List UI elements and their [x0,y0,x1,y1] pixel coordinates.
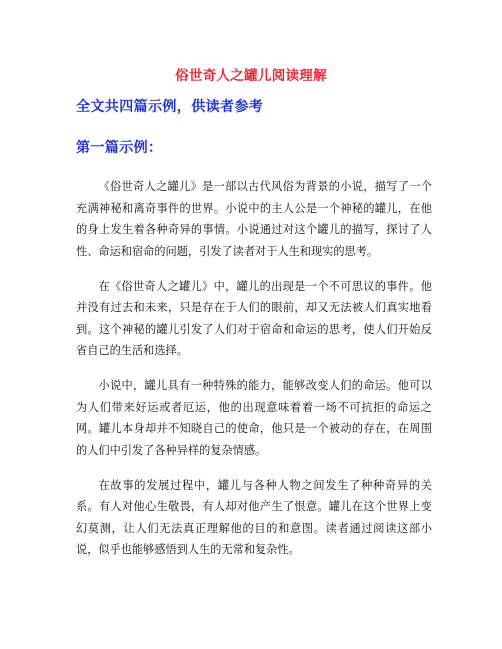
paragraph: 小说中，罐儿具有一种特殊的能力，能够改变人们的命运。他可以为人们带来好运或者厄运，他的出现意味着着一场不可抗拒的命运之网。罐儿本身却并不知晓自己的使命，他只是一个被动的存在，在周围的人们中引发了各种异样的复杂情感。 [76,379,432,457]
section-heading: 第一篇示例： [76,140,163,156]
document-title: 俗世奇人之罐儿阅读理解 [175,68,327,84]
paragraph: 在故事的发展过程中，罐儿与各种人物之间发生了种种奇异的关系。有人对他心生敬畏，有人却对他产生了恨意。罐儿在这个世界上变幻莫测，让人们无法真正理解他的目的和意图。读者通过阅读这部小说，似乎也能够感悟到人生的无常和复杂性。 [76,478,432,556]
intro-heading: 全文共四篇示例，供读者参考 [76,99,264,115]
document-body [76,176,432,574]
paragraph: 在《俗世奇人之罐儿》中，罐儿的出现是一个不可思议的事件。他并没有过去和未来，只是存在于人们的眼前，却又无法被人们真实地看到。这个神秘的罐儿引发了人们对于宿命和命运的思考，使人们开始反省自己的生活和选择。 [76,279,432,357]
paragraph: 《俗世奇人之罐儿》是一部以古代风俗为背景的小说，描写了一个充满神秘和离奇事件的世界。小说中的主人公是一个神秘的罐儿，在他的身上发生着各种奇异的事情。小说通过对这个罐儿的描写，探讨了人性、命运和宿命的问题，引发了读者对于人生和现实的思考。 [76,180,432,258]
